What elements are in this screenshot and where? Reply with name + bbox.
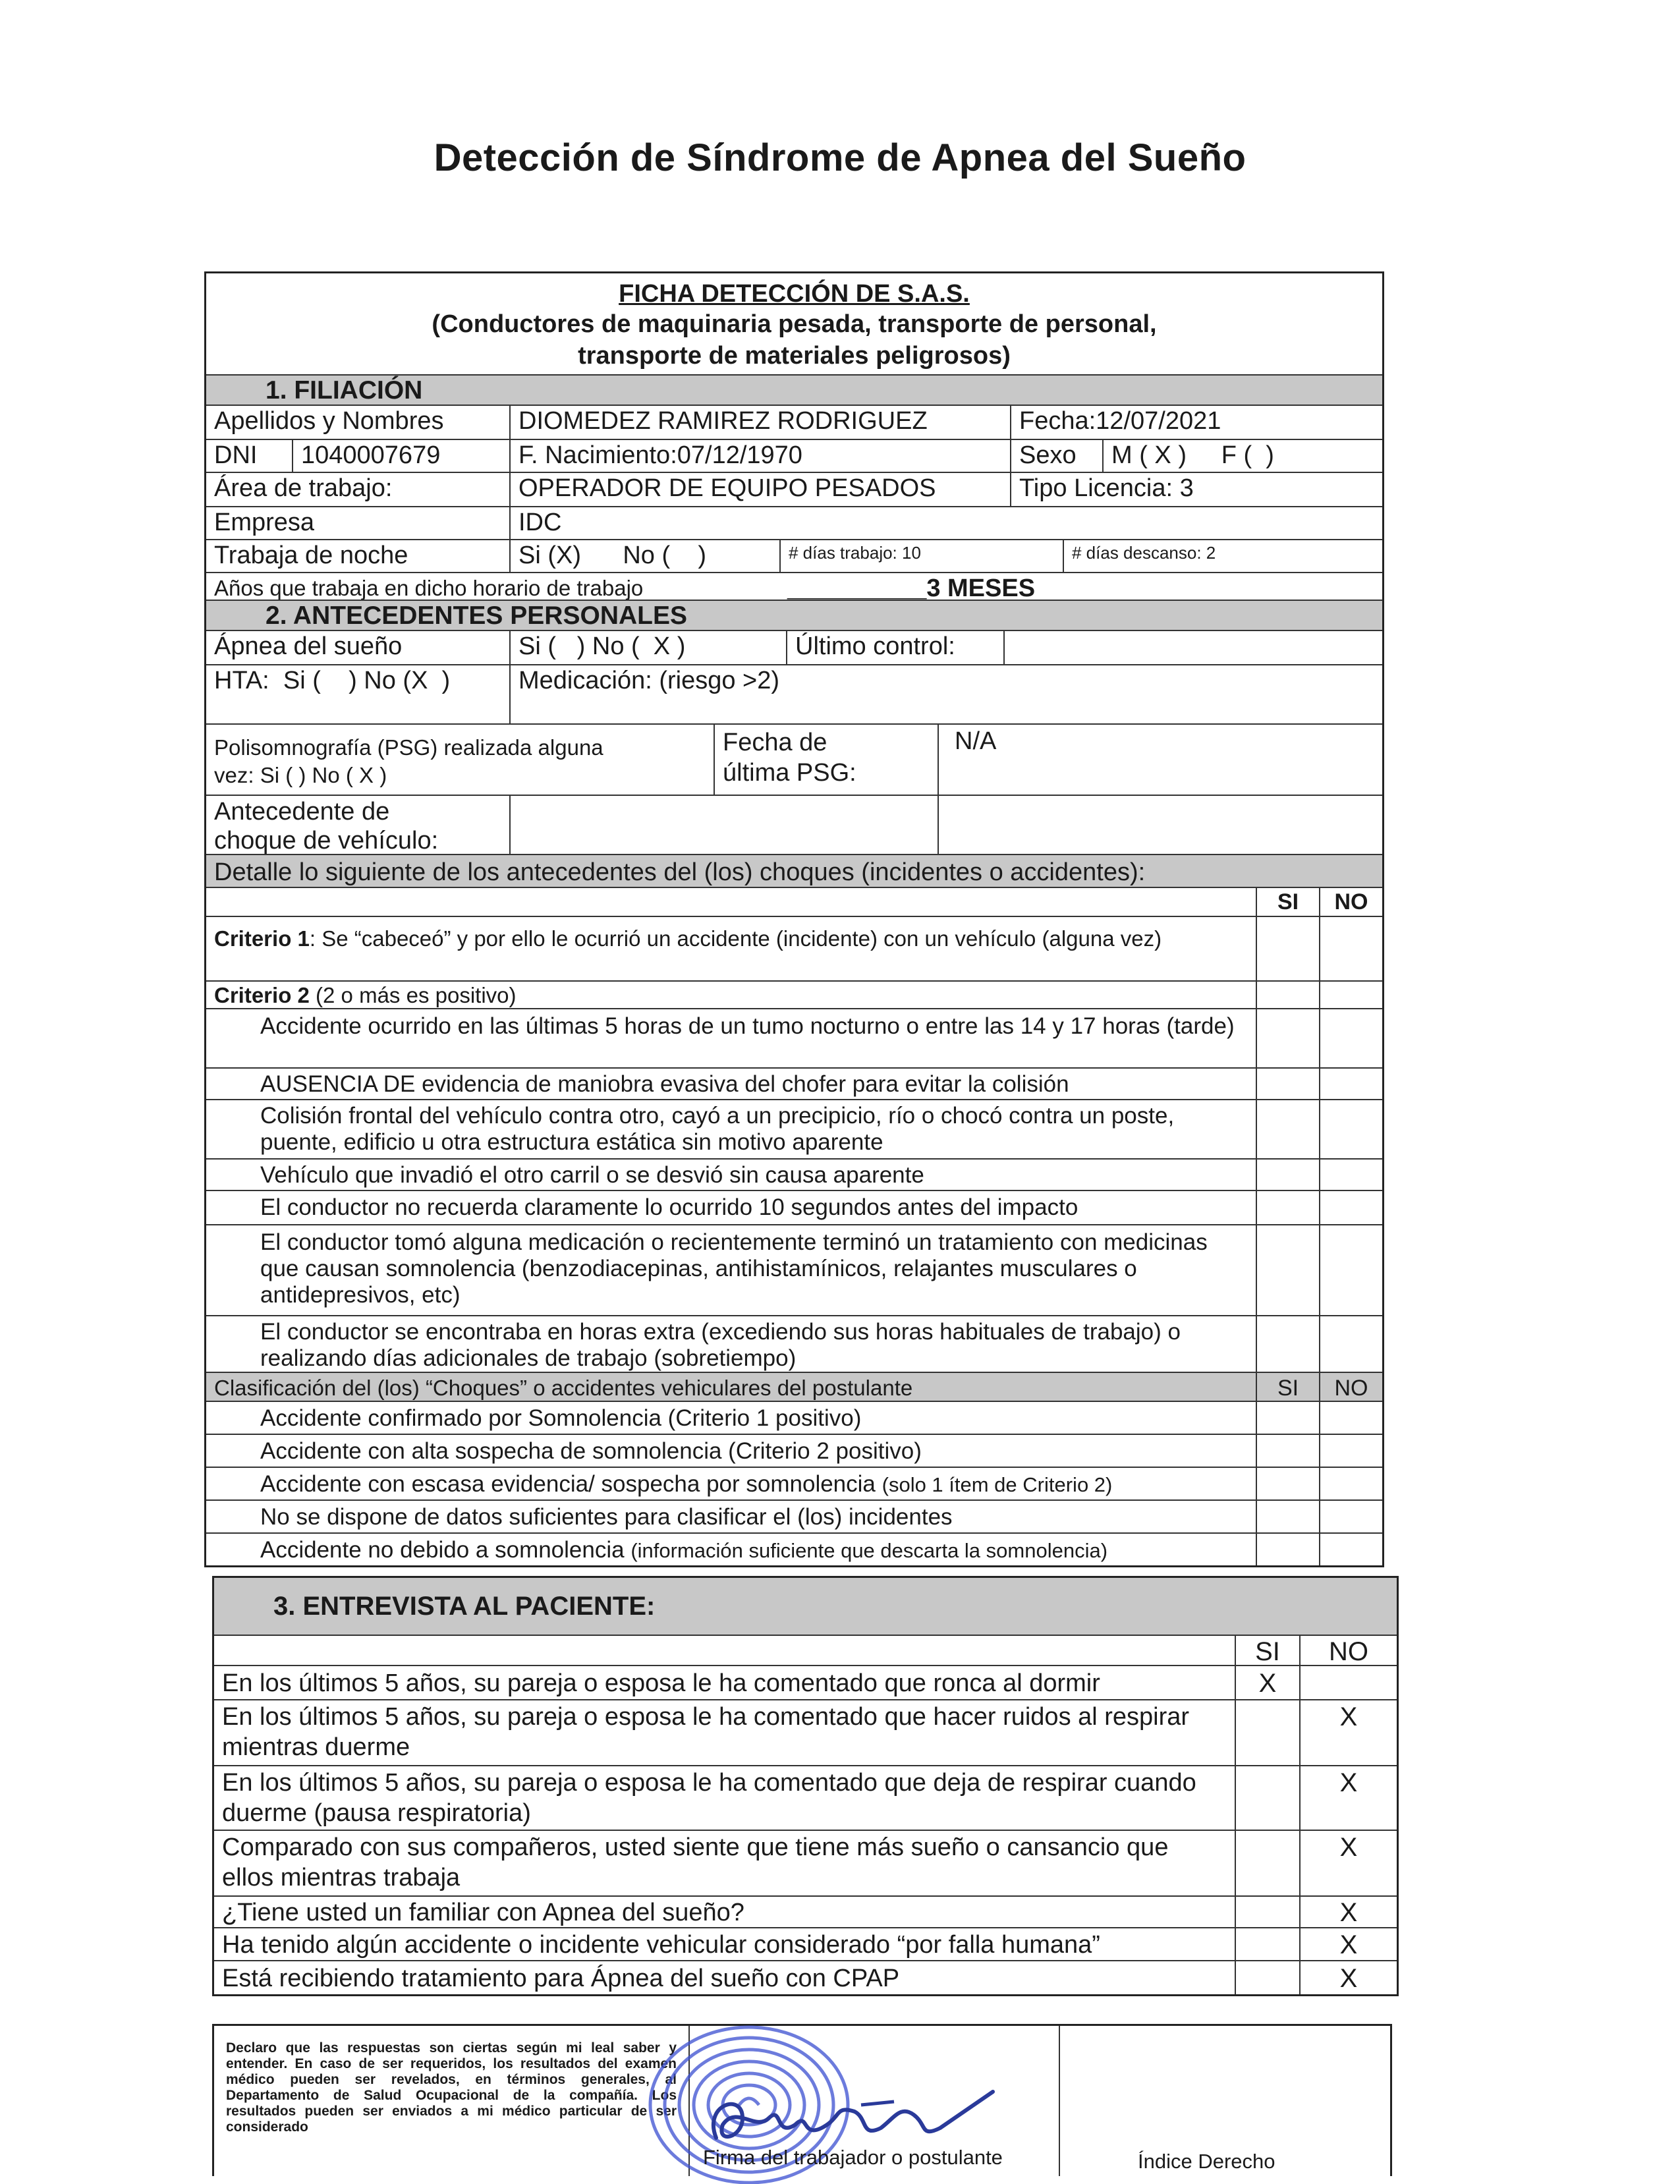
clasificacion-no[interactable] [1319,1534,1382,1565]
page-title: Detección de Síndrome de Apnea del Sueño [434,136,1246,179]
clasificacion-item [206,1435,1256,1467]
criterio2-item: Accidente ocurrido en las últimas 5 horas de un tumo nocturno o entre las 14 y 17 horas (tarde) [260,1013,1235,1039]
entrevista-question: En los últimos 5 años, su pareja o esposa le ha comentado que hacer ruidos al respirar mientras duerme [222,1703,1190,1761]
criterio2-item-no[interactable] [1319,1069,1382,1099]
criterio2-no[interactable] [1319,982,1382,1008]
section1-heading: 1. FILIACIÓN [206,374,1382,405]
entrevista-question: Está recibiendo tratamiento para Ápnea del sueño con CPAP [222,1965,900,1992]
area-value[interactable]: OPERADOR DE EQUIPO PESADOS [509,473,1010,506]
clasificacion-no[interactable] [1319,1435,1382,1467]
criterio1-text [206,917,1256,980]
criterio1-desc: : Se “cabeceó” y por ello le ocurrió un accidente (incidente) con un vehículo (alguna vez) [309,926,1162,951]
col-no-header: NO [1319,888,1382,916]
clasificacion-item-note: (solo 1 ítem de Criterio 2) [882,1473,1113,1496]
medicacion-field[interactable]: Medicación: (riesgo >2) [509,665,1382,723]
nacimiento-field[interactable]: F. Nacimiento:07/12/1970 [509,440,1010,472]
clasificacion-si[interactable] [1256,1435,1319,1467]
fecha-field[interactable]: Fecha:12/07/2021 [1010,406,1382,439]
clasificacion-si[interactable] [1256,1468,1319,1499]
thumbprint-box[interactable] [1059,2026,1390,2176]
dni-label: DNI [214,441,258,469]
fecha-psg-line-1: Fecha de [723,729,827,756]
criterio2-item-no[interactable] [1319,1009,1382,1067]
criterio2-item: Vehículo que invadió el otro carril o se desvió sin causa aparente [260,1162,924,1188]
form-subtitle-2: transporte de materiales peligrosos) [578,342,1011,370]
clasificacion-item [206,1501,1256,1532]
criterio2-item: El conductor se encontraba en horas extra (excediendo sus horas habituales de trabajo) o realizando días adicionales de trabajo (sobretiempo) [260,1319,1181,1371]
clasificacion-no-header: NO [1319,1373,1382,1401]
criterio1-label: Criterio 1 [214,926,310,951]
clasificacion-si[interactable] [1256,1534,1319,1565]
section3-heading: 3. ENTREVISTA AL PACIENTE: [214,1578,1397,1635]
clasificacion-item-note: (información suficiente que descarta la somnolencia) [630,1539,1108,1562]
nombres-value[interactable]: DIOMEDEZ RAMIREZ RODRIGUEZ [509,406,1010,439]
criterio2-item-si[interactable] [1256,1100,1319,1158]
entrevista-answer-no[interactable]: X [1299,1897,1397,1927]
clasificacion-no[interactable] [1319,1468,1382,1499]
criterio2-si[interactable] [1256,982,1319,1008]
clasificacion-si[interactable] [1256,1402,1319,1434]
empresa-value[interactable]: IDC [509,507,1382,539]
entrevista-answer-si[interactable] [1235,1766,1299,1830]
sas-form [204,271,1384,1567]
entrevista-blank [214,1636,1235,1665]
apnea-value[interactable]: Si ( ) No ( X ) [509,631,786,664]
criterio2-item: Colisión frontal del vehículo contra otro, cayó a un precipicio, río o chocó contra un poste, puente, edificio u otra estructura estática sin motivo aparente [260,1103,1175,1155]
clasificacion-heading: Clasificación del (los) “Choques” o accidentes vehiculares del postulante [214,1376,913,1400]
dias-trabajo[interactable]: # días trabajo: 10 [779,540,1063,572]
criterio2-item: El conductor no recuerda claramente lo ocurrido 10 segundos antes del impacto [260,1194,1078,1220]
criterio2-item-no[interactable] [1319,1191,1382,1224]
criterio2-text [206,982,1256,1008]
clasificacion-item [206,1468,1256,1499]
choque-line-1: Antecedente de [214,798,390,826]
entrevista-question: Comparado con sus compañeros, usted siente que tiene más sueño o cansancio que ellos mientras trabaja [222,1834,1169,1891]
ultimo-control-label: Último control: [786,631,1003,664]
entrevista-question: ¿Tiene usted un familiar con Apnea del sueño? [222,1899,744,1926]
dias-descanso[interactable]: # días descanso: 2 [1063,540,1382,572]
form-header [206,273,1382,374]
criterio2-item-no[interactable] [1319,1100,1382,1158]
criterio2-item-si[interactable] [1256,1160,1319,1190]
criterio2-item-si[interactable] [1256,1225,1319,1315]
entrevista-answer-si[interactable]: X [1235,1666,1299,1699]
section2-heading: 2. ANTECEDENTES PERSONALES [206,600,1382,630]
apnea-label: Ápnea del sueño [214,632,403,660]
anios-value[interactable]: __________3 MESES [787,574,1036,600]
nombres-label: Apellidos y Nombres [214,407,444,435]
noche-label: Trabaja de noche [214,542,408,569]
criterio2-item: El conductor tomó alguna medicación o recientemente terminó un tratamiento con medicinas que causan somnolencia (benzodiacepinas, antihistamínicos, relajantes musculares o antidepresivos, etc) [260,1229,1208,1308]
criterios-blank [206,888,1256,916]
entrevista-si-header: SI [1235,1636,1299,1665]
criterio1-si[interactable] [1256,917,1319,980]
noche-value[interactable]: Si (X) No ( ) [509,540,779,572]
clasificacion-si[interactable] [1256,1501,1319,1532]
form-title: FICHA DETECCIÓN DE S.A.S. [619,280,970,308]
sexo-label: Sexo [1010,440,1102,472]
ultimo-control-value[interactable] [1003,631,1382,664]
entrevista-answer-si[interactable] [1235,1700,1299,1765]
entrevista-question: Ha tenido algún accidente o incidente vehicular considerado “por falla humana” [222,1931,1100,1959]
criterio2-item-no[interactable] [1319,1225,1382,1315]
choque-line-2: choque de vehículo: [214,827,439,854]
entrevista-answer-si[interactable] [1235,1961,1299,1994]
clasificacion-no[interactable] [1319,1501,1382,1532]
criterio2-item-no[interactable] [1319,1316,1382,1372]
criterio1-no[interactable] [1319,917,1382,980]
criterio2-desc: (2 o más es positivo) [309,983,517,1007]
criterio2-item-si[interactable] [1256,1316,1319,1372]
fecha-psg-label [714,725,938,795]
hta-field[interactable]: HTA: Si ( ) No (X ) [214,667,451,694]
en-mina-field[interactable] [509,796,938,854]
choque-label [206,796,509,854]
anios-label: Años que trabaja en dicho horario de trabajo [214,576,644,600]
criterio2-item-no[interactable] [1319,1160,1382,1190]
criterio2-item-si[interactable] [1256,1009,1319,1067]
thumbprint-caption: Índice Derecho [1138,2150,1275,2173]
signature-caption: Firma del trabajador o postulante [703,2146,1003,2169]
clasificacion-item-main: Accidente no debido a somnolencia [260,1537,631,1563]
fuera-mina-field[interactable] [938,796,1382,854]
entrevista-answer-no[interactable]: X [1299,1766,1397,1830]
criterio2-item-si[interactable] [1256,1069,1319,1099]
fecha-psg-value[interactable]: N/A [938,725,1382,795]
criterio2-label: Criterio 2 [214,983,310,1007]
clasificacion-item [206,1534,1256,1565]
declaration-footer [212,2024,1392,2176]
licencia-field[interactable]: Tipo Licencia: 3 [1010,473,1382,506]
entrevista-answer-si[interactable] [1235,1928,1299,1960]
criterio2-item-si[interactable] [1256,1191,1319,1224]
entrevista-answer-no[interactable] [1299,1666,1397,1699]
entrevista-answer-no[interactable]: X [1299,1961,1397,1994]
col-si-header: SI [1256,888,1319,916]
declaration-text: Declaro que las respuestas son ciertas según mi leal saber y entender. En caso de ser requeridos, los resultados del examen médico pueden ser revelados, en términos generales, al Departamento de Salud Ocupacional de la compañía. Los resultados pueden ser enviados a mi médico particular de ser considerado [226,2040,677,2135]
entrevista-question: En los últimos 5 años, su pareja o esposa le ha comentado que deja de respirar cuando duerme (pausa respiratoria) [222,1769,1196,1827]
clasificacion-item-main: No se dispone de datos suficientes para clasificar el (los) incidentes [260,1504,953,1530]
psg-question[interactable] [206,725,714,795]
area-label: Área de trabajo: [214,474,393,502]
entrevista-answer-no[interactable]: X [1299,1700,1397,1765]
entrevista-question: En los últimos 5 años, su pareja o esposa le ha comentado que ronca al dormir [222,1669,1100,1697]
psg-line-1: Polisomnografía (PSG) realizada alguna [214,735,603,760]
clasificacion-item [206,1402,1256,1434]
empresa-label: Empresa [214,509,315,536]
fecha-psg-line-2: última PSG: [723,759,856,787]
sexo-value[interactable]: M ( X ) F ( ) [1102,440,1382,472]
form-subtitle-1: (Conductores de maquinaria pesada, transporte de personal, [432,310,1157,338]
clasificacion-no[interactable] [1319,1402,1382,1434]
detalle-heading: Detalle lo siguiente de los antecedentes del (los) choques (incidentes o accidentes): [214,858,1146,886]
entrevista-answer-si[interactable] [1235,1831,1299,1895]
dni-value[interactable]: 1040007679 [292,440,509,472]
clasificacion-si-header: SI [1256,1373,1319,1401]
signature-box[interactable] [688,2026,1059,2176]
psg-line-2: vez: Si ( ) No ( X ) [214,763,387,787]
criterio2-item: AUSENCIA DE evidencia de maniobra evasiva del chofer para evitar la colisión [260,1071,1069,1097]
entrevista-answer-no[interactable]: X [1299,1831,1397,1895]
entrevista-table [212,1576,1399,1996]
clasificacion-item-main: Accidente con escasa evidencia/ sospecha por somnolencia [260,1471,882,1497]
clasificacion-item-main: Accidente confirmado por Somnolencia (Criterio 1 positivo) [260,1405,862,1431]
entrevista-no-header: NO [1299,1636,1397,1665]
clasificacion-item-main: Accidente con alta sospecha de somnolencia (Criterio 2 positivo) [260,1438,922,1464]
entrevista-answer-no[interactable]: X [1299,1928,1397,1960]
entrevista-answer-si[interactable] [1235,1897,1299,1927]
